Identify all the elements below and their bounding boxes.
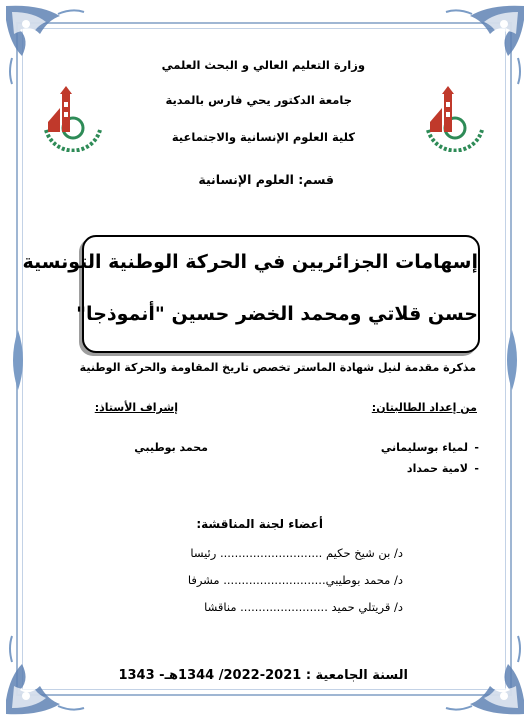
- supervisor-name: محمد بوطيبي: [134, 441, 208, 454]
- committee-member: د/ بن شيخ حكيم ............................ رئيسا: [190, 546, 403, 560]
- thesis-title-line-2: حسن قلاتي ومحمد الخضر حسين "أنموذجا": [76, 303, 478, 325]
- university-logo-icon: [420, 82, 490, 152]
- committee-heading: أعضاء لجنة المناقشة:: [196, 517, 323, 531]
- memo-description: مذكرة مقدمة لنيل شهادة الماستر تخصص تاريخ المقاومة والحركة الوطنية: [79, 361, 476, 374]
- supervisor-label: إشراف الأستاذ:: [94, 401, 178, 414]
- corner-ornament-icon: [440, 630, 530, 720]
- committee-member: د/ محمد بوطيبي............................ مشرفا: [187, 573, 403, 587]
- prepared-by-label: من إعداد الطالبتان:: [371, 401, 477, 414]
- university-name: جامعة الدكتور يحي فارس بالمدية: [165, 93, 352, 107]
- list-bullet: -: [474, 441, 479, 454]
- corner-ornament-icon: [0, 0, 90, 90]
- corner-ornament-icon: [0, 630, 90, 720]
- student-name: لامية حمداد: [406, 462, 468, 475]
- side-ornament-icon: [502, 330, 522, 390]
- committee-member: د/ قريتلي حميد ........................ مناقشا: [204, 600, 403, 614]
- thesis-title-box: [22, 235, 480, 353]
- university-logo-icon: [38, 82, 108, 152]
- department-name: قسم: العلوم الإنسانية: [198, 172, 334, 187]
- faculty-name: كلية العلوم الإنسانية والاجتماعية: [171, 130, 355, 144]
- corner-ornament-icon: [440, 0, 530, 90]
- ministry-name: وزارة التعليم العالي و البحث العلمي: [161, 58, 365, 72]
- side-ornament-icon: [8, 330, 28, 390]
- academic-year: السنة الجامعية : 2021-2022/ 1344هـ- 1343: [118, 668, 408, 683]
- list-bullet: -: [474, 462, 479, 475]
- student-name: لمياء بوسليماني: [380, 441, 468, 454]
- thesis-title-line-1: إسهامات الجزائريين في الحركة الوطنية التونسية: [22, 251, 478, 273]
